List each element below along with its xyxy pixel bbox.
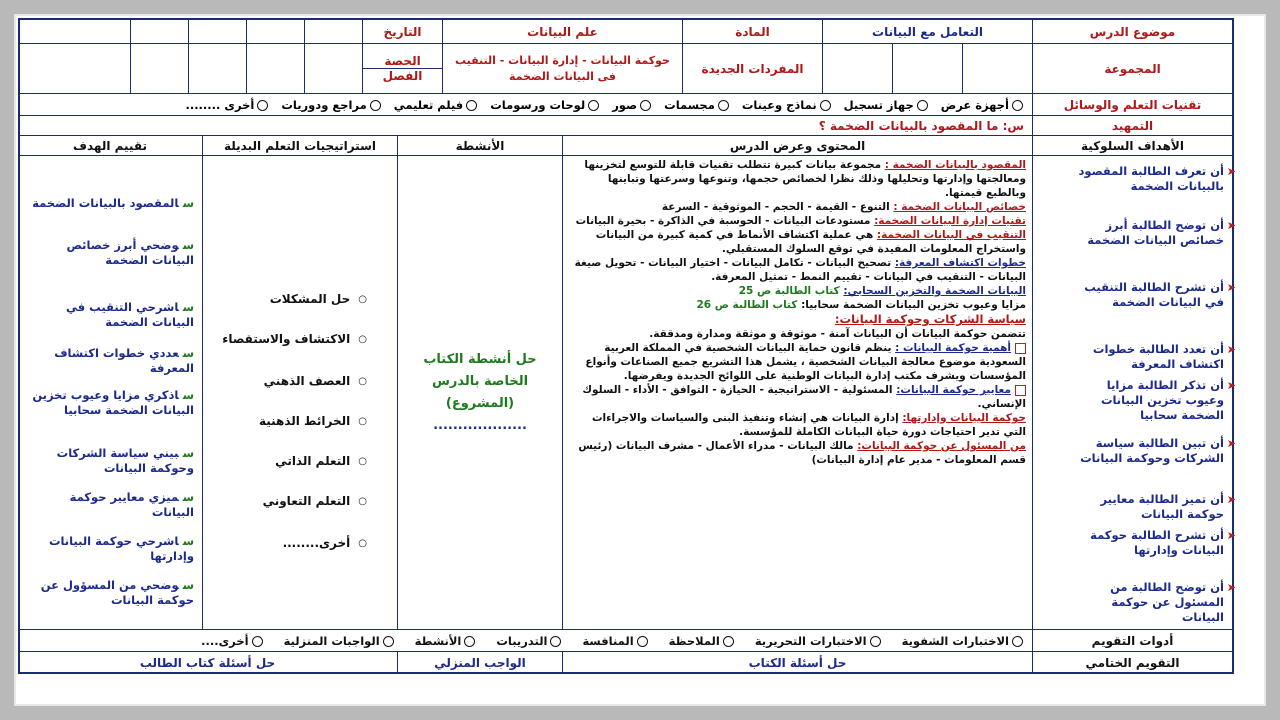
period-cell-4 [130,44,188,93]
tech-item[interactable]: لوحات ورسومات [490,98,602,112]
new-terms-label: المفردات الجديدة [682,44,822,93]
subject-value: التعامل مع البيانات [822,20,1032,43]
content-p5: خطوات اكتشاف المعرفة: تصحيح البيانات - تكامل البيانات - اختيار البيانات - تحويل صيغة البيانات - التنقيب في البيانات - تقييم النمط - تمثيل المعرفة. [574,257,1026,283]
activities-header: الأنشطة [397,136,562,155]
header-row-1 [20,20,1232,44]
date-cell-3 [188,20,246,43]
content-p6: البيانات الضخمة والتخزين السحابي: كتاب الطالبة ص 25 [738,285,1026,297]
radio-icon [718,100,729,111]
evaluation-item: سبيني سياسة الشركات وحوكمة البيانات [56,446,194,475]
final-row [20,652,1232,674]
arrow-icon: ➤ [1226,529,1236,542]
intro-question: س: ما المقصود بالبيانات الضخمة ؟ [818,118,1024,133]
activities-line-3: (المشروع) [445,395,515,411]
techniques-label: تقنيات التعلم والوسائل [1032,94,1232,115]
objective-item: ➤ أن تشرح الطالبة التنقيب في البيانات الضخمة [1084,280,1236,309]
group-label: المجموعة [1032,44,1232,93]
strategies-header: استراتيجيات التعلم البديلة [202,136,397,155]
objectives-column [1032,156,1236,629]
period-cell-1 [304,44,362,93]
radio-icon [252,636,263,647]
content-p1: المقصود بالبيانات الضخمة : مجموعة بيانات كبيرة تتطلب تقنيات قابلة للتوسع لتخزينها ومعالجتها وإدارتها وتحليلها وذلك نظرا لخصائص حجمها، وتنوعها وسرعتها وتباينها وبالطبع قيمتها. [584,159,1026,199]
date-cell-1 [304,20,362,43]
period-cell-5 [18,44,130,93]
radio-icon [917,100,928,111]
assessment-item[interactable]: التدريبات [496,634,564,648]
checkbox-icon [1015,343,1026,354]
radio-icon [464,636,475,647]
strategy-item[interactable]: ○ الخرائط الذهنية [258,414,367,428]
strategies-column [202,156,397,629]
main-body [20,156,1236,630]
radio-icon [640,100,651,111]
group-cell-3 [822,44,892,93]
final-student-book: حل أسئلة كتاب الطالب [139,656,276,670]
objective-item: ➤ أن تعرف الطالبة المقصود بالبيانات الضخمة [1078,164,1236,193]
assessment-row [20,630,1232,652]
period-label: الحصة [363,54,442,69]
period-class-labels [362,44,442,93]
lesson-plan-sheet [18,18,1234,674]
radio-icon [466,100,477,111]
strategy-item[interactable]: ○ أخرى........ [282,536,367,550]
content-p2: خصائص البيانات الضخمة : التنوع - القيمة - الحجم - الموثوقية - السرعة [661,201,1026,213]
strategy-item[interactable]: ○ الاكتشاف والاستقصاء [222,332,367,346]
content-p8: سياسة الشركات وحوكمة البيانات: تتضمن حوكمة البيانات أن البيانات آمنة - موثوقة و موثقة ومدارة ومدققة. [649,312,1026,340]
strategy-item[interactable]: ○ التعلم التعاوني [262,494,367,508]
activities-dots: ................... [433,417,527,433]
course-label: المادة [682,20,822,43]
arrow-icon: ➤ [1226,219,1236,232]
assessment-item[interactable]: الاختبارات التحريرية [755,634,884,648]
evaluation-item: سعددي خطوات اكتشاف المعرفة [54,346,194,375]
final-homework: الواجب المنزلي [397,652,562,674]
content-p7: مزايا وعيوب تخزين البيانات الضخمة سحابيا: كتاب الطالبة ص 26 [696,299,1026,311]
activities-column [397,156,562,629]
activities-text [423,349,536,437]
assessment-item[interactable]: الواجبات المنزلية [284,634,397,648]
evaluation-item: ساشرحي التنقيب في البيانات الضخمة [66,300,194,329]
assessment-item[interactable]: أخرى.... [201,634,265,648]
group-cell-2 [892,44,962,93]
assessment-item[interactable]: الأنشطة [415,634,479,648]
arrow-icon: ➤ [1226,581,1236,594]
evaluation-item: سالمقصود بالبيانات الضخمة [32,196,194,210]
circle-bullet-icon: ○ [358,333,367,345]
circle-bullet-icon: ○ [358,495,367,507]
arrow-icon: ➤ [1226,437,1236,450]
radio-icon [723,636,734,647]
tech-item[interactable]: فيلم تعليمي [394,98,480,112]
tech-item[interactable]: صور [612,98,654,112]
strategy-item[interactable]: ○ التعلم الذاتي [275,454,367,468]
column-headers [20,136,1232,156]
arrow-icon: ➤ [1226,493,1236,506]
arrow-icon: ➤ [1226,343,1236,356]
class-label: الفصل [382,69,423,83]
circle-bullet-icon: ○ [358,537,367,549]
course-value: علم البيانات [442,20,682,43]
content-p9: أهمية حوكمة البيانات : ينظم قانون حماية البيانات الشخصية في المملكة العربية السعودية موضوع معالجة البيانات الشخصية ، يشمل هذا التشريع جميع الصناعات وأنواع المؤسسات ويشرف مكتب إدارة البيانات الوطنية على اللوائح الجديدة ويفرضها. [585,342,1026,382]
radio-icon [1012,636,1023,647]
final-label: التقويم الختامي [1032,652,1232,674]
radio-icon [1012,100,1023,111]
tech-item[interactable]: مجسمات [664,98,732,112]
radio-icon [637,636,648,647]
objective-item: ➤ أن تذكر الطالبة مزايا وعيوب تخزين البيانات الضخمة سحابيا [1100,378,1236,422]
strategy-item[interactable]: ○ العصف الذهني [263,374,367,388]
strategy-item[interactable]: ○ حل المشكلات [269,292,367,306]
radio-icon [257,100,268,111]
date-cell-5 [18,20,130,43]
radio-icon [820,100,831,111]
arrow-icon: ➤ [1226,379,1236,392]
assessment-item[interactable]: المنافسة [582,634,650,648]
objective-item: ➤ أن تميز الطالبة معايير حوكمة البيانات [1100,492,1236,521]
evaluation-item: سوضحي أبرز خصائص البيانات الضخمة [66,238,194,267]
objective-item: ➤ أن تشرح الطالبة حوكمة البيانات وإدارتها [1090,528,1236,557]
tech-item[interactable]: جهاز تسجيل [844,98,931,112]
date-label: التاريخ [362,20,442,43]
evaluation-item: سوضحي من المسؤول عن حوكمة البيانات [40,578,194,607]
assessment-item[interactable]: الملاحظة [669,634,737,648]
content-p10: معايير حوكمة البيانات: المسئولية - الاستراتيجية - الحيازة - التوافق - الأداء - السلوك الإنساني. [582,384,1026,410]
radio-icon [550,636,561,647]
content-column [562,156,1032,629]
techniques-list [18,94,1032,115]
evaluation-item: سميزي معايير حوكمة البيانات [69,490,194,519]
activities-line-2: الخاصة بالدرس [431,373,529,389]
tech-item[interactable]: نماذج وعينات [742,98,834,112]
intro-label: التمهيد [1032,116,1232,135]
header-row-2 [20,44,1232,94]
assessment-label: أدوات التقويم [1032,630,1232,651]
tech-item[interactable]: مراجع ودوريات [281,98,383,112]
radio-icon [383,636,394,647]
objective-item: ➤ أن توضح الطالبة من المسئول عن حوكمة البيانات [1110,580,1236,624]
radio-icon [370,100,381,111]
assessment-item[interactable]: الاختبارات الشفوية [902,634,1026,648]
new-terms-value: حوكمة البيانات - إدارة البيانات - التنقيب فى البيانات الضخمة [442,44,682,93]
content-header: المحتوى وعرض الدرس [562,136,1032,155]
tech-item[interactable]: أجهزة عرض [941,98,1026,112]
radio-icon [588,100,599,111]
evaluation-column [18,156,202,629]
assessment-list [18,630,1032,651]
activities-line-1: حل أنشطة الكتاب [423,351,537,367]
final-book-questions: حل أسئلة الكتاب [562,652,1032,674]
tech-item[interactable]: أخرى ........ [185,98,271,112]
intro-row [20,116,1232,136]
objective-item: ➤ أن توضح الطالبة أبرز خصائص البيانات الضخمة [1087,218,1236,247]
evaluation-item: ساذكري مزايا وعيوب تخزين البيانات الضخمة سحابيا [32,388,194,417]
content-p4: التنقيب في البيانات الضخمة: هي عملية اكتشاف الأنماط في كمية كبيرة من البيانات واستخراج المعلومات المفيدة في توقع السلوك المستقبلي. [595,229,1026,255]
arrow-icon: ➤ [1226,165,1236,178]
circle-bullet-icon: ○ [358,375,367,387]
date-cell-2 [246,20,304,43]
radio-icon [870,636,881,647]
arrow-icon: ➤ [1226,281,1236,294]
objectives-header: الأهداف السلوكية [1032,136,1232,155]
period-cell-2 [246,44,304,93]
checkbox-icon [1015,385,1026,396]
techniques-row [20,94,1232,116]
evaluation-item: ساشرحي حوكمة البيانات وإدارتها [48,534,194,563]
date-cell-4 [130,20,188,43]
objective-item: ➤ أن تبين الطالبة سياسة الشركات وحوكمة البيانات [1080,436,1236,465]
circle-bullet-icon: ○ [358,415,367,427]
subject-label: موضوع الدرس [1032,20,1232,43]
content-p12: من المسئول عن حوكمة البيانات: مالك البيانات - مدراء الأعمال - مشرف البيانات (رئيس قسم المعلومات - مدير عام إدارة البيانات) [578,440,1026,466]
group-cell-1 [962,44,1032,93]
content-p3: تقنيات إدارة البيانات الضخمة: مستودعات البيانات - الحوسبة في الذاكرة - بحيرة البيانات [575,215,1026,227]
circle-bullet-icon: ○ [358,455,367,467]
content-body [568,158,1026,467]
evaluation-header: تقييم الهدف [73,138,147,153]
period-cell-3 [188,44,246,93]
content-p11: حوكمة البيانات وإدارتها: إدارة البيانات هي إنشاء وتنفيذ البنى والسياسات والاجراءات التي تدير احتياجات دورة حياة البيانات الكاملة للمؤسسة. [591,412,1026,438]
objective-item: ➤ أن تعدد الطالبة خطوات اكتشاف المعرفة [1092,342,1236,371]
circle-bullet-icon: ○ [358,293,367,305]
